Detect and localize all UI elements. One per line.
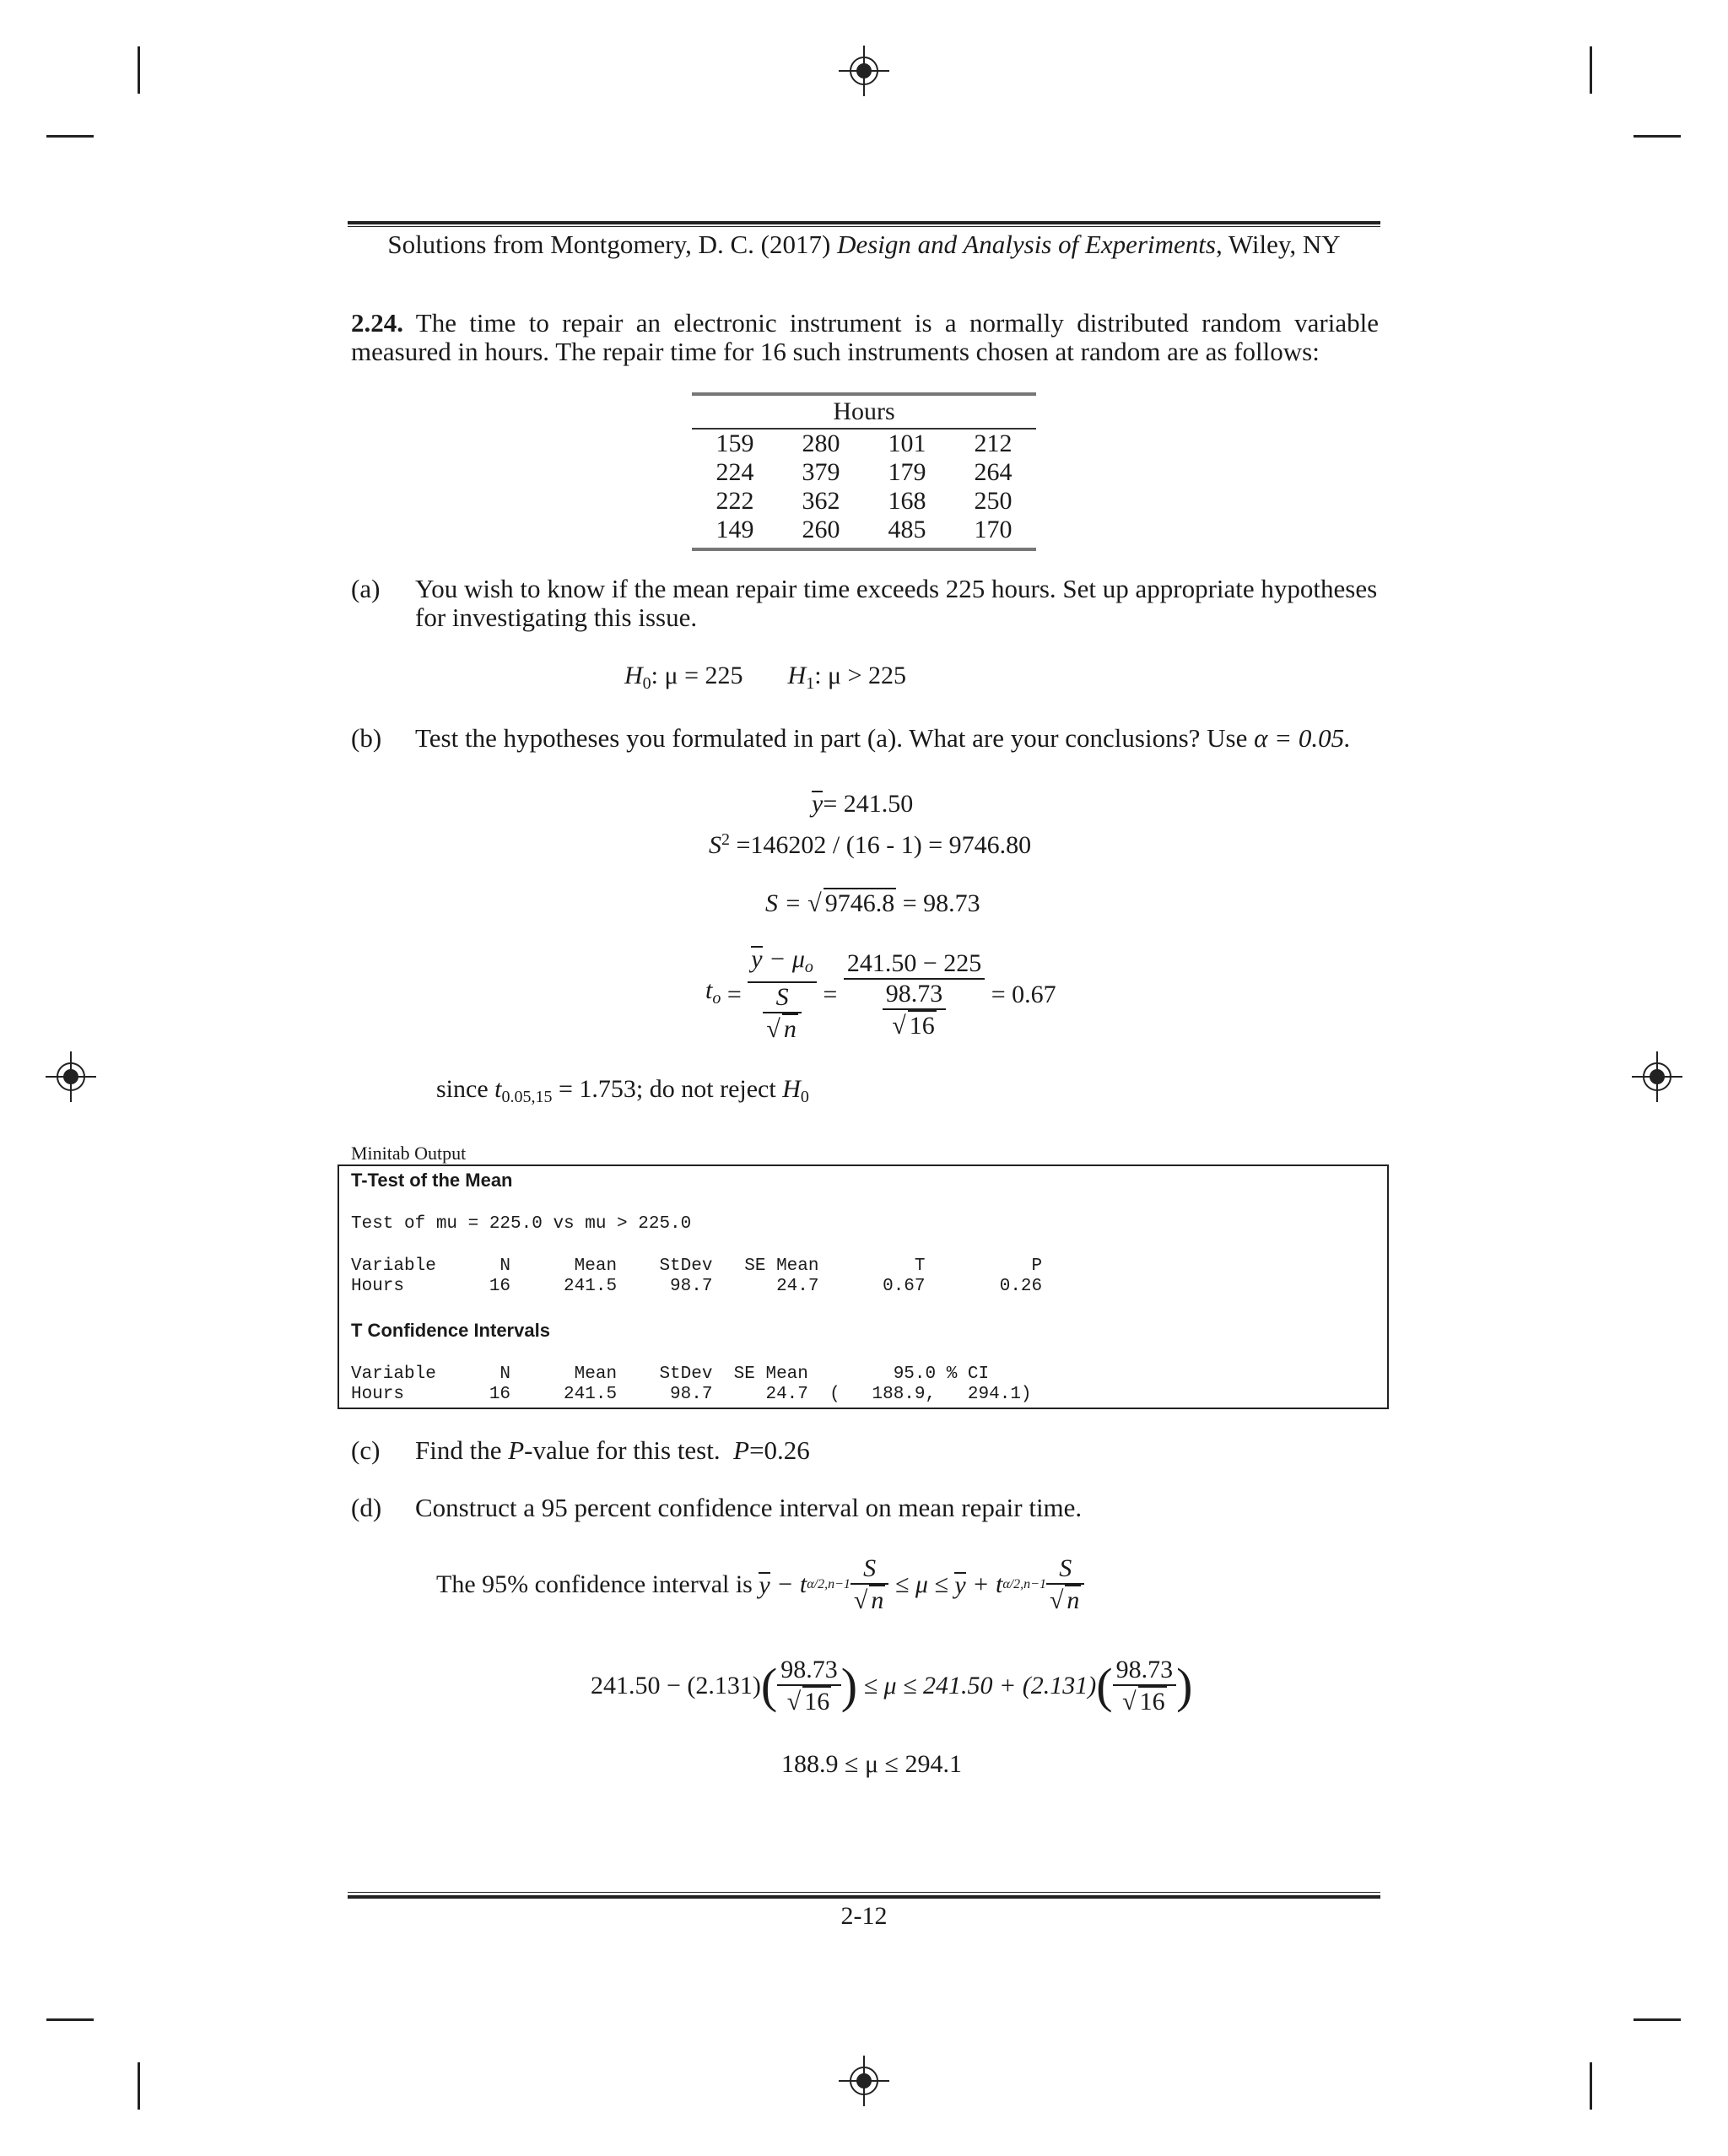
problem-line-1 — [351, 309, 1379, 338]
h1-subscript: 1 — [806, 674, 815, 693]
table-cell: 170 — [974, 516, 1012, 543]
minitab-heading-ttest: T-Test of the Mean — [351, 1170, 513, 1191]
table-row — [692, 458, 1036, 487]
hours-table-title: Hours — [833, 397, 895, 425]
table-cell: 212 — [974, 430, 1012, 457]
ci-calc-mid: ≤ μ ≤ 241.50 + (2.131) — [857, 1672, 1097, 1699]
problem-number: 2.24. — [351, 308, 403, 338]
t-value-fraction: $\frac{241.50 - 225}{\frac{98.73}{√ 16}}$ — [844, 949, 985, 1040]
s-lhs: S = — [765, 889, 808, 917]
h0-statement: : μ = 225 — [651, 662, 743, 689]
ybar-value: = 241.50 — [823, 790, 914, 818]
ci-fraction-right: $\frac{S}{√ n}$ — [1046, 1554, 1084, 1615]
t-formula-fraction: $\frac{y - \mu_o}{\frac{S}{√ n}}$ — [748, 945, 817, 1044]
t-den-n: n — [783, 1015, 796, 1043]
critical-value-line — [436, 1075, 809, 1111]
h1-statement: : μ > 225 — [814, 662, 907, 689]
table-row — [692, 487, 1036, 516]
page-number: 2-12 — [840, 1902, 888, 1930]
h0-symbol: H — [624, 662, 643, 689]
table-cell: 224 — [716, 458, 754, 486]
t-statistic-equation — [705, 945, 1056, 1044]
running-header — [0, 230, 1728, 260]
h0-subscript: 0 — [642, 674, 651, 693]
table-row — [692, 516, 1036, 544]
since-h: H — [782, 1075, 801, 1103]
since-t: t — [494, 1075, 502, 1103]
since-conclusion: = 1.753; do not reject — [552, 1075, 783, 1103]
since-text: since — [436, 1075, 495, 1103]
table-cell: 264 — [974, 458, 1012, 486]
ci-calc-num-left: 98.73 — [780, 1656, 838, 1683]
registration-mark-bottom-icon — [839, 2056, 889, 2106]
ci-mu-bounds: ≤ μ ≤ — [888, 1570, 955, 1598]
part-a-label: (a) — [351, 574, 381, 603]
ci-ybar: y — [759, 1571, 770, 1599]
ci-calc-fraction-right: $\frac{98.73}{√ 16}$ — [1113, 1656, 1177, 1716]
table-row — [692, 430, 1036, 458]
part-d-text: Construct a 95 percent confidence interval on mean repair time. — [415, 1493, 1083, 1522]
since-t-subscript: 0.05,15 — [501, 1088, 553, 1106]
part-b-question: Test the hypotheses you formulated in part (a). What are your conclusions? Use — [415, 723, 1255, 753]
table-cell: 179 — [888, 458, 926, 486]
part-d-label: (d) — [351, 1493, 382, 1522]
table-cell: 149 — [716, 516, 754, 543]
t-num-value: 241.50 − 225 — [846, 948, 982, 977]
crop-mark-top-right-h — [1634, 135, 1681, 138]
minitab-t-header: Variable N Mean StDev SE Mean T P — [351, 1256, 1043, 1276]
crop-mark-top-left — [138, 46, 140, 94]
t-den-s-value: 98.73 — [885, 979, 943, 1008]
h1-symbol: H — [787, 662, 807, 689]
table-cell: 222 — [716, 487, 754, 515]
ci-final-result: 188.9 ≤ μ ≤ 294.1 — [781, 1750, 963, 1778]
ci-t-subscript: α/2,n−1 — [807, 1577, 850, 1591]
header-prefix: Solutions from Montgomery, D. C. (2017) — [387, 230, 838, 259]
footer-rule-thin — [348, 1892, 1380, 1893]
footer-rule-thick — [348, 1895, 1380, 1899]
variance-equation — [709, 825, 1031, 860]
ci-fraction-left: $\frac{S}{√ n}$ — [850, 1554, 888, 1615]
minitab-output-box — [338, 1164, 1389, 1409]
ci-n-right: n — [1066, 1586, 1080, 1614]
crop-mark-bottom-left — [138, 2062, 140, 2110]
part-a-line-1: You wish to know if the mean repair time exceeds 225 hours. Set up appropriate hypotheses — [415, 574, 1378, 603]
t-symbol: t — [705, 976, 713, 1004]
header-suffix: , Wiley, NY — [1215, 230, 1341, 259]
t-num-mu-sub: o — [804, 958, 813, 976]
part-c-text — [415, 1436, 810, 1465]
minitab-test-line: Test of mu = 225.0 vs mu > 225.0 — [351, 1214, 692, 1234]
ci-calc-left: 241.50 − (2.131) — [591, 1672, 761, 1699]
ci-plus-t: + t — [965, 1570, 1003, 1598]
part-a-line-2: for investigating this issue. — [415, 602, 698, 632]
table-cell: 379 — [802, 458, 840, 486]
table-cell: 280 — [802, 430, 840, 457]
minitab-t-row: Hours 16 241.5 98.7 24.7 0.67 0.26 — [351, 1277, 1043, 1296]
part-b-label: (b) — [351, 723, 382, 753]
t-subscript: o — [712, 989, 721, 1008]
problem-line-2: measured in hours. The repair time for 16 such instruments chosen at random are as follows: — [351, 337, 1320, 366]
ci-calc-num-right: 98.73 — [1115, 1656, 1174, 1683]
part-b-text — [415, 724, 1351, 753]
hypotheses — [624, 662, 906, 698]
crop-mark-top-left-h — [46, 135, 94, 138]
s2-superscript: 2 — [721, 830, 730, 849]
table-cell: 485 — [888, 516, 926, 543]
ci-s-left: S — [863, 1554, 877, 1582]
registration-mark-right-icon — [1632, 1051, 1682, 1102]
minitab-ci-header: Variable N Mean StDev SE Mean 95.0 % CI — [351, 1364, 990, 1384]
minitab-label: Minitab Output — [351, 1143, 467, 1164]
part-c-p: P — [508, 1435, 525, 1465]
since-h-subscript: 0 — [800, 1088, 809, 1106]
registration-mark-top-icon — [839, 46, 889, 96]
problem-text-1: The time to repair an electronic instrument is a normally distributed random variable — [415, 308, 1379, 338]
ci-intro-text: The 95% confidence interval is — [436, 1570, 759, 1598]
table-cell: 362 — [802, 487, 840, 515]
crop-mark-bottom-left-h — [46, 2018, 94, 2021]
ci-minus-t: − t — [770, 1570, 807, 1598]
header-rule-thin — [348, 226, 1380, 227]
crop-mark-top-right — [1590, 46, 1592, 94]
table-cell: 168 — [888, 487, 926, 515]
ci-s-right: S — [1059, 1554, 1072, 1582]
ci-calc-den-left: 16 — [804, 1688, 830, 1716]
s-radicand: 9746.8 — [824, 889, 895, 917]
t-result: = 0.67 — [985, 980, 1056, 1008]
t-den-s: S — [775, 983, 789, 1011]
t-num-ybar: y — [751, 945, 763, 973]
t-den-n-value: 16 — [909, 1011, 935, 1040]
table-cell: 101 — [888, 430, 926, 457]
table-cell: 159 — [716, 430, 754, 457]
ci-n-left: n — [871, 1586, 884, 1614]
ci-formula — [436, 1554, 1084, 1615]
part-c-answer: =0.26 — [749, 1435, 810, 1465]
crop-mark-bottom-right-h — [1634, 2018, 1681, 2021]
s-rhs: = 98.73 — [896, 889, 980, 917]
ci-t-subscript-2: α/2,n−1 — [1002, 1577, 1046, 1591]
ci-calculation: 241.50 − (2.131) ( $\frac{98.73}{√ 16}$ ) ≤ μ ≤ 241.50 + (2.131) ( $\frac{98.73}{√ 16}$ ) — [591, 1656, 1193, 1716]
s2-symbol: S — [709, 831, 721, 859]
header-rule-thick — [348, 221, 1380, 224]
std-dev-equation: S = √ 9746.8 = 98.73 — [765, 889, 980, 917]
part-c-label: (c) — [351, 1435, 381, 1465]
t-equals: = — [721, 980, 748, 1008]
part-c-answer-p: P — [733, 1435, 750, 1465]
ci-calc-den-right: 16 — [1139, 1688, 1165, 1716]
ci-ybar-2: y — [954, 1571, 966, 1599]
header-book-title: Design and Analysis of Experiments — [837, 230, 1216, 259]
ybar-symbol: y — [812, 790, 824, 818]
minitab-ci-row: Hours 16 241.5 98.7 24.7 ( 188.9, 294.1) — [351, 1385, 1032, 1404]
registration-mark-left-icon — [46, 1051, 96, 1102]
t-num-mu: − μ — [762, 945, 805, 973]
table-cell: 250 — [974, 487, 1012, 515]
ybar-equation — [812, 790, 913, 819]
table-cell: 260 — [802, 516, 840, 543]
part-c-question: Find the — [415, 1435, 509, 1465]
ci-calc-fraction-left: $\frac{98.73}{√ 16}$ — [777, 1656, 841, 1716]
crop-mark-bottom-right — [1590, 2062, 1592, 2110]
part-c-question-2: -value for this test. — [524, 1435, 734, 1465]
alpha-value: α = 0.05. — [1254, 723, 1351, 753]
hours-table — [692, 392, 1036, 551]
minitab-heading-ci: T Confidence Intervals — [351, 1320, 550, 1341]
s2-value: =146202 / (16 - 1) = 9746.80 — [730, 831, 1032, 859]
t-equals-2: = — [816, 980, 844, 1008]
